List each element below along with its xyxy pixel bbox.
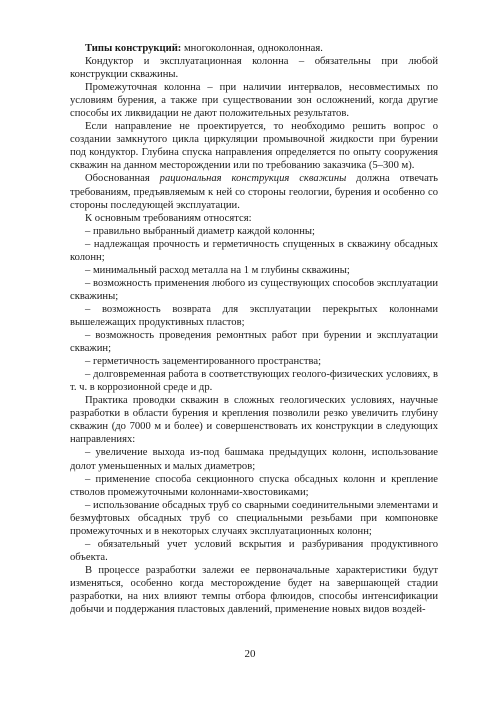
construction-types-paragraph — [70, 42, 438, 55]
requirement-item: – возможность возврата для эксплуатации перекрытых колоннами вышележащих продуктивных пластов; — [70, 303, 438, 328]
requirements-intro: К основным требованиям относятся: — [85, 212, 252, 224]
body-text — [70, 42, 438, 616]
requirement-item: – правильно выбранный диаметр каждой колонны; — [85, 225, 315, 237]
direction-item: – использование обсадных труб со сварными соединительными элементами и безмуфтовых обсадных труб со специальными резьбами при компоновке промежуточных и в некоторых случаях эксплуатационных колонн; — [70, 499, 438, 537]
construction-types-heading: Типы конструкций: — [85, 43, 182, 54]
paragraph-direction: Если направление не проектируется, то необходимо решить вопрос о создании замкнутого цикла циркуляции промывочной жидкости при бурении под кондуктор. Глубина спуска направления определяется по опыту сооружения скважин на данном месторождении или по требованию заказчика (5–300 м). — [70, 121, 438, 172]
requirement-item: – герметичность зацементированного пространства; — [85, 356, 322, 368]
requirement-item: – возможность проведения ремонтных работ при бурении и эксплуатации скважин; — [70, 330, 438, 355]
paragraph-intermediate-column: Промежуточная колонна – при наличии интервалов, несовместимых по условиям бурения, а также при существовании зон осложнений, когда другие способы их ликвидации не дают положительных результатов. — [70, 82, 438, 120]
requirement-item: – возможность применения любого из существующих способов эксплуатации скважины; — [70, 277, 438, 302]
paragraph-conductor: Кондуктор и эксплуатационная колонна – обязательны при любой конструкции скважины. — [70, 56, 438, 81]
requirement-item: – долговременная работа в соответствующих геолого-физических условиях, в т. ч. в коррозионной среде и др. — [70, 369, 438, 394]
paragraph-rational-construction: Обоснованная рациональная конструкция скважины должна отвечать требованиям, предъявляемым к ней со стороны геологии, бурения и особенно со стороны последующей эксплуатации. — [70, 173, 438, 211]
requirement-item: – минимальный расход металла на 1 м глубины скважины; — [85, 264, 350, 276]
direction-item: – применение способа секционного спуска обсадных колонн и крепление стволов промежуточными колоннами-хвостовиками; — [70, 473, 438, 498]
paragraph-development-process: В процессе разработки залежи ее первоначальные характеристики будут изменяться, особенно когда месторождение будет на завершающей стадии разработки, на них влияют темпы отбора флюидов, способы интенсификации добычи и поддержания пластовых давлений, применение новых видов воздей- — [70, 564, 438, 616]
direction-item: – увеличение выхода из-под башмака предыдущих колонн, использование долот уменьшенных и малых диаметров; — [70, 447, 438, 472]
paragraph-practice: Практика проводки скважин в сложных геологических условиях, научные разработки в области бурения и крепления позволили резко увеличить глубину скважин (до 7000 м и более) и совершенствовать их конструкции в следующих направлениях: — [70, 395, 438, 446]
page-number: 20 — [244, 648, 256, 660]
rational-construction-term: рациональная конструкция скважины — [159, 173, 347, 185]
construction-types-text: многоколонная, одноколонная. — [181, 43, 323, 54]
direction-item: – обязательный учет условий вскрытия и разбуривания продуктивного объекта. — [70, 538, 438, 563]
requirement-item: – надлежащая прочность и герметичность спущенных в скважину обсадных колонн; — [70, 238, 438, 263]
